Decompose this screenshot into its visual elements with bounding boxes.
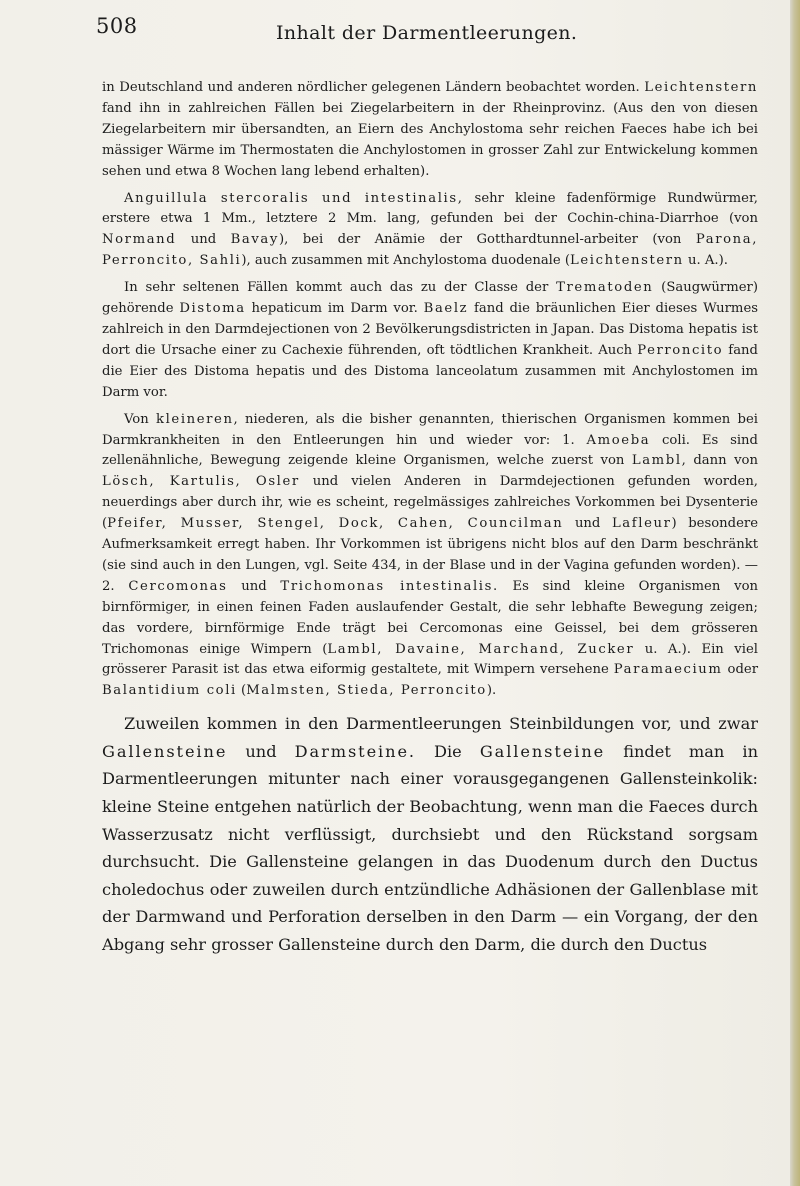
author-name: Lösch, Kartulis, Osler [102,474,300,490]
author-name: Lambl [631,453,682,469]
author-name: Perroncito [637,342,724,358]
running-title: Inhalt der Darmentleerungen. [276,22,578,44]
species-name: Amoeba [586,432,651,448]
species-name: Balantidium coli [102,683,237,699]
term-highlight: Gallensteine [479,741,606,761]
large-print-section [102,710,758,958]
author-name: Baelz [423,301,469,317]
species-name: Distoma [179,301,246,317]
page-body [102,78,758,959]
term-highlight: Gallensteine [102,741,228,761]
author-name: Bavay [230,232,279,248]
paragraph-steinbildungen: Zuweilen kommen in den Darmentleerungen Steinbildungen vor, und zwar Gallensteine und Darmsteine. Die Gallensteine findet man in Darmentleerungen mitunter nach einer vorausgegangenen Gallensteinkolik: kleine Steine entgehen natürlich der Beobachtung, wenn man die Faeces durch Wasserzusatz nicht verflüssigt, durchsiebt und den Rückstand sorgsam durchsucht. Die Gallensteine gelangen in das Duodenum durch den Ductus choledochus oder zuweilen durch entzündliche Adhäsionen der Gallenblase mit der Darmwand und Perforation derselben in den Darm — ein Vorgang, der den Abgang sehr grosser Gallensteine durch den Darm, die durch den Ductus [102,714,758,955]
species-name: Paramaecium [613,662,723,678]
term-highlight: kleineren [156,411,234,427]
paragraph-anguillula: Anguillula stercoralis und intestinalis, sehr kleine fadenförmige Rundwürmer, erstere etwa 1 Mm., letztere 2 Mm. lang, gefunden bei der Cochin-china-Diarrhoe (von Normand und Bavay), bei der Anämie der Gotthardtunnel-arbeiter (von Parona, Perroncito, Sahli), auch zusammen mit Anchylostoma duodenale (Leichtenstern u. A.). [102,190,759,269]
page-edge [790,0,800,1186]
author-name: Lafleur [611,516,672,532]
paragraph-kleinere-organismen: Von kleineren, niederen, als die bisher genannten, thierischen Organismen kommen bei Darmkrankheiten in den Entleerungen hin und wieder vor: 1. Amoeba coli. Es sind zellenähnliche, Bewegung zeigende kleine Organismen, welche zuerst von Lambl, dann von Lösch, Kartulis, Osler und vielen Anderen in Darmdejectionen gefunden worden, neuerdings aber durch ihr, wie es scheint, regelmässiges zahlreiches Vorkommen bei Dysenterie (Pfeifer, Musser, Stengel, Dock, Cahen, Councilman und Lafleur) besondere Aufmerksamkeit erregt haben. Ihr Vorkommen ist übrigens nicht blos auf den Darm beschränkt (sie sind auch in den Lungen, vgl. Seite 434, in der Blase und in der Vagina gefunden worden). — 2. Cercomonas und Trichomonas intestinalis. Es sind kleine Organismen von birnförmiger, in einen feinen Faden auslaufender Gestalt, die sehr lebhafte Bewegung zeigen; das vordere, birnförmige Ende trägt bei Cercomonas eine Geissel, bei dem grösseren Trichomonas einige Wimpern (Lambl, Davaine, Marchand, Zucker u. A.). Ein viel grösserer Parasit ist das etwa eiformig gestaltete, mit Wimpern versehene Paramaecium oder Balantidium coli (Malmsten, Stieda, Perroncito). [102,411,759,699]
term-highlight: Trematoden [556,280,654,296]
author-name: Normand [102,232,177,248]
page-number: 508 [96,14,138,38]
author-name: Parona, Perroncito, Sahli [102,232,759,269]
author-name: Pfeifer, Musser, Stengel, Dock, Cahen, Councilman [107,516,564,532]
paragraph-anchylostoma-continued: in Deutschland und anderen nördlicher gelegenen Ländern beobachtet worden. Leichtenstern fand ihn in zahlreichen Fällen bei Ziegelarbeitern in der Rheinprovinz. (Aus den von diesen Ziegelarbeitern mir übersandten, an Eiern des Anchylostoma sehr reichen Faeces habe ich bei mässiger Wärme im Thermostaten die Anchylostomen in grosser Zahl zur Entwickelung kommen sehen und etwa 8 Wochen lang lebend erhalten). [102,80,758,179]
species-name: Cercomonas [128,578,228,594]
species-name: Trichomonas intestinalis. [280,578,499,594]
author-name: Leichtenstern [644,80,758,95]
author-name: Lambl, Davaine, Marchand, Zucker [327,641,635,657]
page-header [0,0,800,60]
species-name: Anguillula stercoralis und intestinalis, [124,190,464,206]
author-name: Leichtenstern [570,253,684,269]
term-highlight: Darmsteine. [294,741,416,761]
small-print-section [102,78,758,702]
paragraph-trematoden: In sehr seltenen Fällen kommt auch das zu der Classe der Trematoden (Saugwürmer) gehörende Distoma hepaticum im Darm vor. Baelz fand die bräunlichen Eier dieses Wurmes zahlreich in den Darmdejectionen von 2 Bevölkerungsdistricten in Japan. Das Distoma hepatis ist dort die Ursache einer zu Cachexie führenden, oft tödtlichen Krankheit. Auch Perroncito fand die Eier des Distoma hepatis und des Distoma lanceolatum zusammen mit Anchylostomen im Darm vor. [102,280,759,400]
author-name: Malmsten, Stieda, Perroncito [246,683,487,699]
